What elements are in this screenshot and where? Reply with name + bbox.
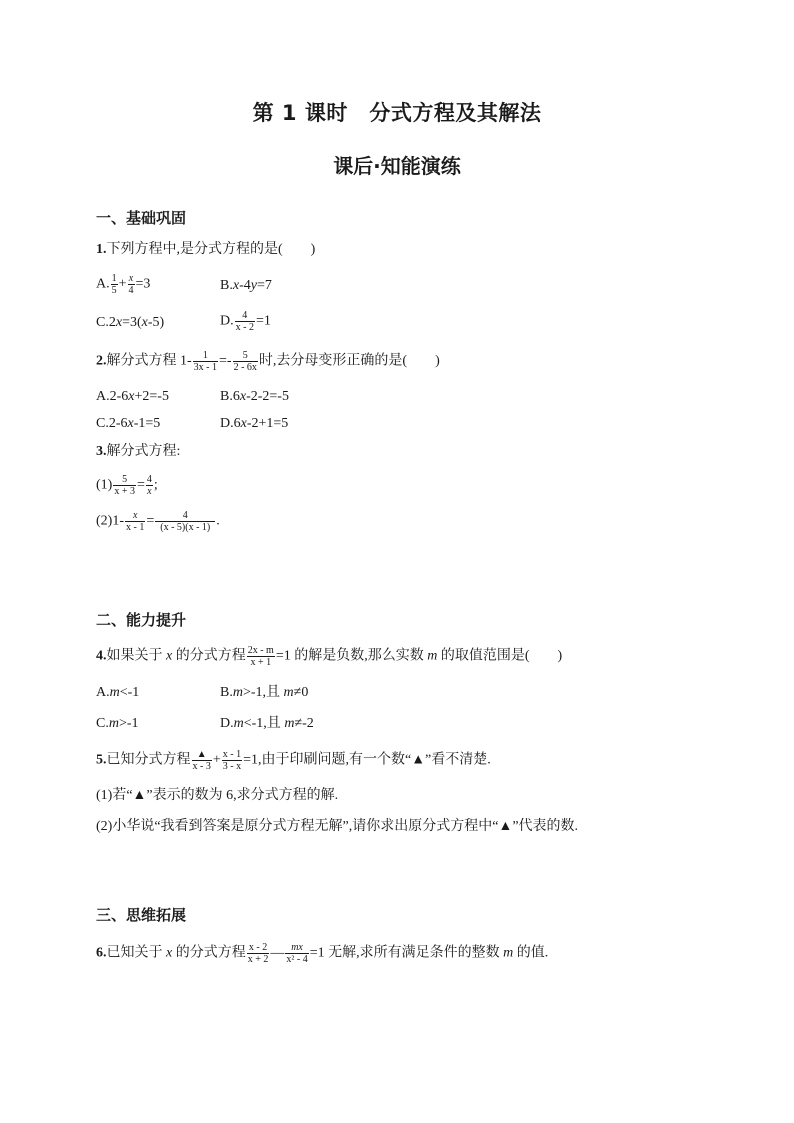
- section-heading-extension: 三、思维拓展: [96, 906, 187, 924]
- question-1-option-d: D. $\frac{4}{x - 2}$ =1: [220, 310, 271, 333]
- question-4-option-c: C.m>-1: [96, 716, 139, 731]
- question-4-option-a: A.m<-1: [96, 685, 140, 700]
- question-2-stem: 2.解分式方程 1- $\frac{1}{3x - 1}$ =- $\frac{5}{2 - 6x}$ 时,去分母变形正确的是( ): [96, 350, 440, 373]
- page-subtitle: 课后·知能演练: [333, 154, 461, 178]
- question-2-option-a: A.2-6x+2=-5: [96, 389, 169, 404]
- section-heading-basic: 一、基础巩固: [96, 209, 187, 227]
- question-5-part-1: (1)若“▲”表示的数为 6,求分式方程的解.: [96, 788, 339, 803]
- question-2-option-b: B.6x-2-2=-5: [220, 389, 289, 404]
- question-1-option-a: A. $\frac{1}{5}$ + $\frac{x}{4}$ =3: [96, 273, 151, 296]
- question-1-option-c: C.2x=3(x-5): [96, 315, 165, 330]
- question-3-stem: 3.解分式方程:: [96, 444, 181, 459]
- question-4-option-b: B.m>-1,且 m≠0: [220, 685, 309, 700]
- question-4-option-d: D.m<-1,且 m≠-2: [220, 716, 314, 731]
- question-1-option-b: B.x-4y=7: [220, 278, 272, 293]
- question-5-part-2: (2)小华说“我看到答案是原分式方程无解”,请你求出原分式方程中“▲”代表的数.: [96, 819, 579, 834]
- page-title: 第 1 课时 分式方程及其解法: [252, 101, 542, 125]
- question-5-stem: 5.已知分式方程 $\frac{▲}{x - 3}$ + $\frac{x - 1}{3 - x}$ =1,由于印刷问题,有一个数“▲”看不清楚.: [96, 749, 491, 772]
- question-2-option-c: C.2-6x-1=5: [96, 416, 161, 431]
- question-6-stem: 6.已知关于 x 的分式方程 $\frac{x - 2}{x + 2}$ — $\frac{mx}{\text{x² - 4}}$ =1 无解,求所有满足条件的整数 m 的值.: [96, 942, 549, 965]
- section-heading-ability: 二、能力提升: [96, 611, 187, 629]
- question-1-stem: 1.下列方程中,是分式方程的是( ): [96, 242, 316, 257]
- question-3-part-1: (1) $\frac{5}{x + 3}$ = $\frac{4}{x}$ ;: [96, 474, 158, 497]
- question-3-part-2: (2)1- $\frac{x}{x - 1}$ = $\frac{4}{(x - 5)(x - 1)}$ .: [96, 510, 220, 533]
- question-2-option-d: D.6x-2+1=5: [220, 416, 289, 431]
- question-4-stem: 4.如果关于 x 的分式方程 $\frac{2x - m}{x + 1}$ =1 的解是负数,那么实数 m 的取值范围是( ): [96, 645, 563, 668]
